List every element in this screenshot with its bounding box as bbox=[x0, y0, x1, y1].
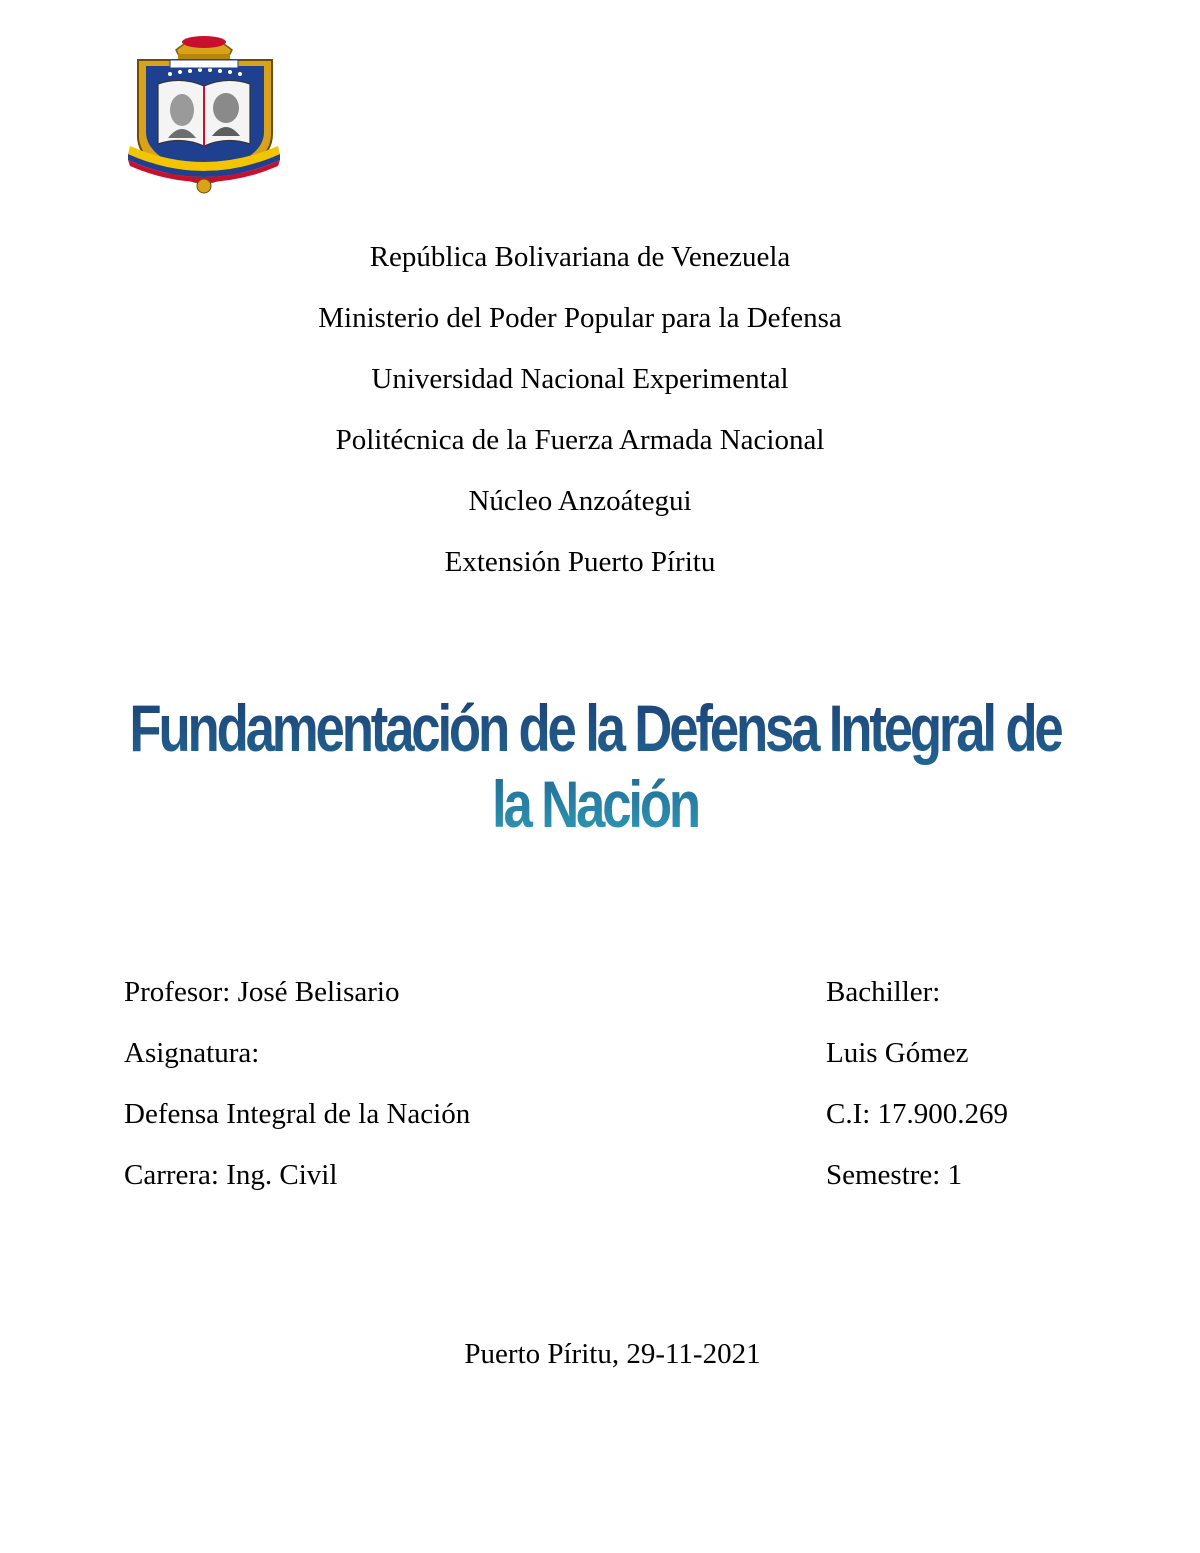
crown-icon bbox=[176, 36, 232, 60]
university-seal-logo bbox=[124, 28, 284, 194]
professor-label: Profesor: José Belisario bbox=[124, 976, 400, 1008]
subject-label: Asignatura: bbox=[124, 1037, 260, 1069]
student-name: Luis Gómez bbox=[826, 1037, 969, 1069]
header-line-university: Universidad Nacional Experimental bbox=[371, 363, 789, 395]
student-info bbox=[826, 972, 1008, 1216]
header-line-nucleus: Núcleo Anzoátegui bbox=[468, 485, 692, 517]
career-label: Carrera: Ing. Civil bbox=[124, 1159, 338, 1191]
place-date: Puerto Píritu, 29-11-2021 bbox=[464, 1338, 761, 1370]
student-label: Bachiller: bbox=[826, 976, 941, 1008]
semester: Semestre: 1 bbox=[826, 1159, 963, 1191]
student-id: C.I: 17.900.269 bbox=[826, 1098, 1009, 1130]
subject-value: Defensa Integral de la Nación bbox=[124, 1098, 471, 1130]
header-line-extension: Extensión Puerto Píritu bbox=[444, 546, 716, 578]
document-title: Fundamentación de la Defensa Integral de la Nación bbox=[119, 690, 1071, 842]
institution-header bbox=[0, 232, 1160, 598]
header-line-polytechnic: Politécnica de la Fuerza Armada Nacional bbox=[335, 424, 825, 456]
course-info bbox=[124, 972, 470, 1216]
header-line-country: República Bolivariana de Venezuela bbox=[369, 241, 791, 273]
header-line-ministry: Ministerio del Poder Popular para la Defensa bbox=[318, 302, 842, 334]
